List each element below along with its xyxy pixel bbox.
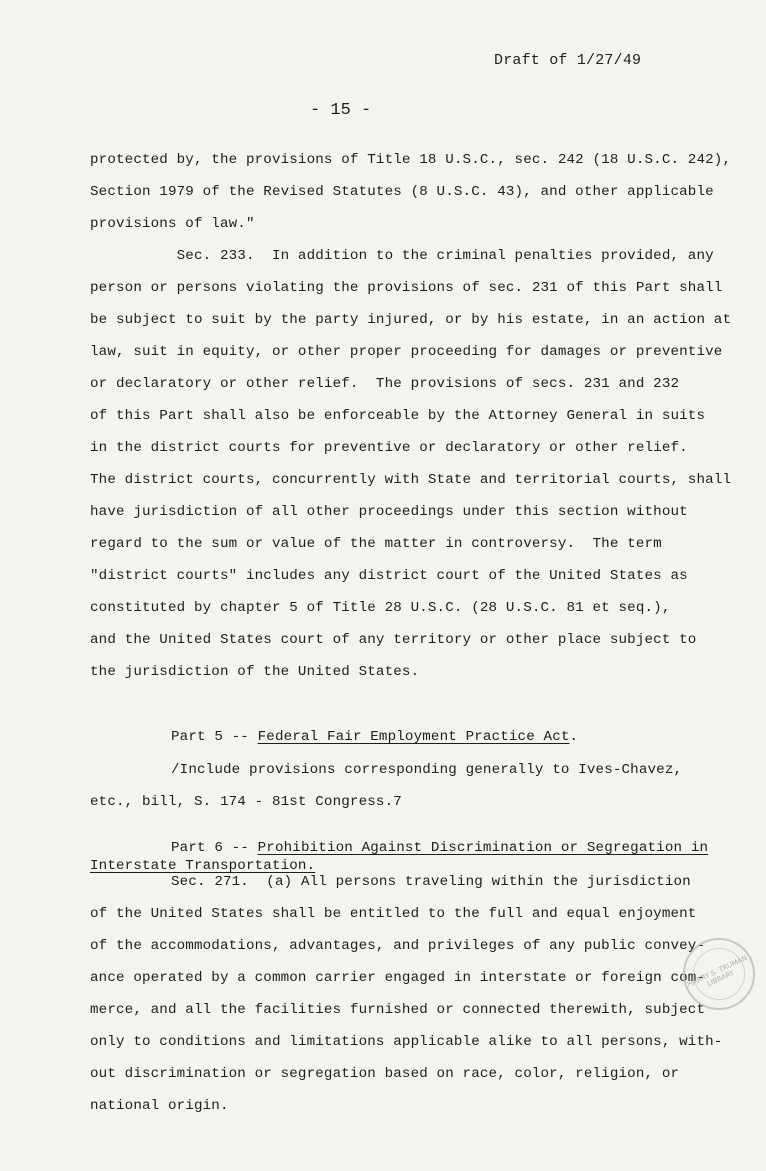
stamp-text: HARRY S. TRUMAN LIBRARY bbox=[686, 954, 749, 989]
body-line: The district courts, concurrently with State and territorial courts, shall bbox=[90, 472, 732, 488]
part6-prefix: Part 6 -- bbox=[171, 840, 258, 856]
part5-title: Federal Fair Employment Practice Act bbox=[257, 729, 570, 745]
body-line: person or persons violating the provisions of sec. 231 of this Part shall bbox=[90, 280, 723, 296]
body-line: of the accommodations, advantages, and privileges of any public convey- bbox=[90, 938, 706, 954]
part5-suffix: . bbox=[569, 729, 579, 745]
body-line: constituted by chapter 5 of Title 28 U.S.C. (28 U.S.C. 81 et seq.), bbox=[90, 600, 671, 616]
body-line: ance operated by a common carrier engaged in interstate or foreign com- bbox=[90, 970, 706, 986]
part6-title-line2: Interstate Transportation. bbox=[90, 858, 316, 874]
body-line: have jurisdiction of all other proceedings under this section without bbox=[90, 504, 688, 520]
body-line: of this Part shall also be enforceable by the Attorney General in suits bbox=[90, 408, 706, 424]
library-stamp bbox=[683, 938, 755, 1010]
body-line: Sec. 271. (a) All persons traveling within the jurisdiction bbox=[171, 874, 691, 890]
part6-heading bbox=[171, 840, 708, 856]
body-line: in the district courts for preventive or declaratory or other relief. bbox=[90, 440, 688, 456]
body-line: provisions of law." bbox=[90, 216, 255, 232]
body-line: or declaratory or other relief. The provisions of secs. 231 and 232 bbox=[90, 376, 680, 392]
body-line: the jurisdiction of the United States. bbox=[90, 664, 420, 680]
part5-note-line: etc., bill, S. 174 - 81st Congress.7 bbox=[90, 794, 402, 810]
page-number: - 15 - bbox=[310, 101, 372, 120]
part5-prefix: Part 5 -- bbox=[171, 729, 258, 745]
body-line: Sec. 233. In addition to the criminal penalties provided, any bbox=[90, 248, 714, 264]
part5-heading bbox=[171, 729, 578, 745]
body-line: law, suit in equity, or other proper proceeding for damages or preventive bbox=[90, 344, 723, 360]
body-line: national origin. bbox=[90, 1098, 229, 1114]
body-line: regard to the sum or value of the matter in controversy. The term bbox=[90, 536, 662, 552]
body-line: Section 1979 of the Revised Statutes (8 U.S.C. 43), and other applicable bbox=[90, 184, 714, 200]
body-line: and the United States court of any territory or other place subject to bbox=[90, 632, 697, 648]
body-line: of the United States shall be entitled to the full and equal enjoyment bbox=[90, 906, 697, 922]
part6-title-line1: Prohibition Against Discrimination or Segregation in bbox=[257, 840, 709, 856]
draft-date: Draft of 1/27/49 bbox=[494, 52, 642, 69]
body-line: only to conditions and limitations applicable alike to all persons, with- bbox=[90, 1034, 723, 1050]
body-line: "district courts" includes any district court of the United States as bbox=[90, 568, 688, 584]
part5-note-line: /Include provisions corresponding generally to Ives-Chavez, bbox=[171, 762, 683, 778]
body-line: out discrimination or segregation based on race, color, religion, or bbox=[90, 1066, 680, 1082]
body-line: merce, and all the facilities furnished or connected therewith, subject bbox=[90, 1002, 706, 1018]
body-line: be subject to suit by the party injured, or by his estate, in an action at bbox=[90, 312, 732, 328]
body-line: protected by, the provisions of Title 18 U.S.C., sec. 242 (18 U.S.C. 242), bbox=[90, 152, 732, 168]
